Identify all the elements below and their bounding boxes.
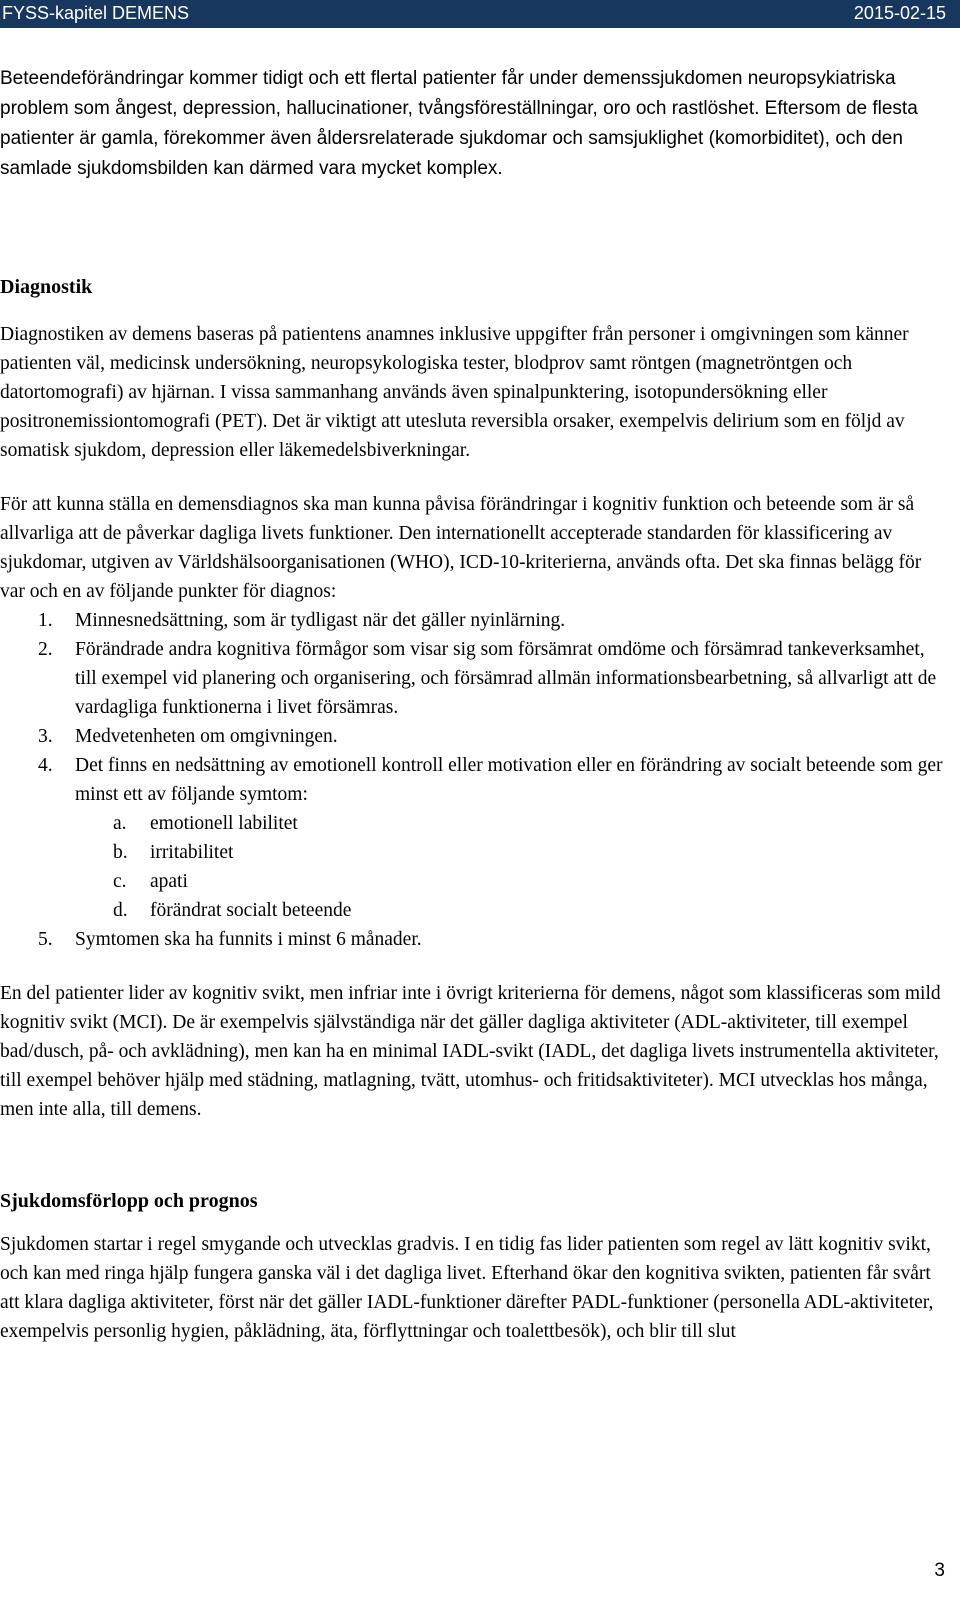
spacer: [0, 1124, 948, 1186]
list-text: emotionell labilitet: [150, 813, 298, 834]
list-letter: b.: [113, 842, 128, 863]
list-text: irritabilitet: [150, 842, 234, 863]
list-item: [0, 722, 948, 751]
page-number: 3: [934, 1560, 945, 1581]
list-letter: a.: [113, 813, 127, 834]
list-item: [0, 635, 948, 722]
diagnostik-paragraph-1: Diagnostiken av demens baseras på patientens anamnes inklusive uppgifter från personer i omgivningen som känner patienten väl, medicinsk undersökning, neuropsykologiska tester, blodprov samt röntgen (magnetröntgen och datortomografi) av hjärnan. I vissa sammanhang används även spinalpunktering, isotopundersökning eller positronemissiontomografi (PET). Det är viktigt att utesluta reversibla orsaker, exempelvis delirium som en följd av somatisk sjukdom, depression eller läkemedelsbiverkningar.: [0, 324, 909, 461]
diagnostik-paragraph-2: För att kunna ställa en demensdiagnos ska man kunna påvisa förändringar i kognitiv funktion och beteende som är så allvarliga att de påverkar dagliga livets funktioner. Den internationellt accepterade standarden för klassificering av sjukdomar, utgiven av Världshälsoorganisationen (WHO), ICD-10-kriterierna, används ofta. Det ska finnas belägg för var och en av följande punkter för diagnos:: [0, 494, 922, 602]
list-number: 1.: [38, 610, 53, 631]
list-letter: d.: [113, 900, 128, 921]
spacer: [0, 465, 948, 490]
sjukdomsforlopp-paragraph-1: Sjukdomen startar i regel smygande och utvecklas gradvis. I en tidig fas lider patienten som regel av lätt kognitiv svikt, och kan med ringa hjälp fungera ganska väl i det dagliga livet. Efterhand ökar den kognitiva svikten, patienten får svårt att klara dagliga aktiviteter, först när det gäller IADL-funktioner därefter PADL-funktioner (personella ADL-aktiviteter, exempelvis personlig hygien, påklädning, äta, förflyttningar och toalettbesök), och blir till slut: [0, 1234, 934, 1342]
list-text: apati: [150, 871, 188, 892]
diagnostik-paragraph-3: En del patienter lider av kognitiv svikt, men infriar inte i övrigt kriterierna för demens, något som klassificeras som mild kognitiv svikt (MCI). De är exempelvis självständiga när det gäller dagliga aktiviteter (ADL-aktiviteter, till exempel bad/dusch, på- och avklädning), men kan ha en minimal IADL-svikt (IADL, det dagliga livets instrumentella aktiviteter, till exempel behöver hjälp med städning, matlagning, tvätt, utomhus- och fritidsaktiviteter). MCI utvecklas hos många, men inte alla, till demens.: [0, 983, 941, 1120]
spacer: [0, 184, 948, 272]
list-text: förändrat socialt beteende: [150, 900, 352, 921]
document-title: FYSS-kapitel DEMENS: [2, 3, 190, 23]
list-item: [0, 925, 948, 954]
document-date: 2015-02-15: [853, 3, 946, 23]
symptom-list: [75, 809, 948, 925]
list-item: [0, 867, 948, 896]
section-heading-diagnostik: Diagnostik: [0, 276, 93, 298]
list-text: Medvetenheten om omgivningen.: [75, 726, 338, 747]
document-body: [0, 64, 948, 1346]
intro-paragraph: Beteendeförändringar kommer tidigt och ett flertal patienter får under demenssjukdomen neuropsykiatriska problem som ångest, depression, hallucinationer, tvångsföreställningar, oro och rastlöshet. Eftersom de flesta patienter är gamla, förekommer även åldersrelaterade sjukdomar och samsjuklighet (komorbiditet), och den samlade sjukdomsbilden kan därmed vara mycket komplex.: [0, 68, 918, 179]
list-item: [0, 809, 948, 838]
list-item: [0, 606, 948, 635]
list-text: Symtomen ska ha funnits i minst 6 månader.: [75, 929, 422, 950]
list-item: [0, 896, 948, 925]
list-item: [0, 751, 948, 925]
list-number: 3.: [38, 726, 53, 747]
spacer: [0, 1216, 948, 1230]
section-heading-sjukdomsforlopp: Sjukdomsförlopp och prognos: [0, 1190, 258, 1212]
list-text: Det finns en nedsättning av emotionell kontroll eller motivation eller en förändring av socialt beteende som ger minst ett av följande symtom:: [75, 755, 943, 805]
list-item: [0, 838, 948, 867]
list-number: 4.: [38, 755, 53, 776]
diagnosis-criteria-list: [0, 606, 948, 954]
page-header: [0, 0, 960, 28]
list-number: 2.: [38, 639, 53, 660]
spacer: [0, 954, 948, 979]
list-text: Förändrade andra kognitiva förmågor som visar sig som försämrat omdöme och försämrad tankeverksamhet, till exempel vid planering och organisering, och försämrad allmän informationsbearbetning, så allvarligt att de vardagliga funktionerna i livet försämras.: [75, 639, 937, 718]
list-text: Minnesnedsättning, som är tydligast när det gäller nyinlärning.: [75, 610, 566, 631]
list-number: 5.: [38, 929, 53, 950]
list-letter: c.: [113, 871, 127, 892]
spacer: [0, 302, 948, 320]
